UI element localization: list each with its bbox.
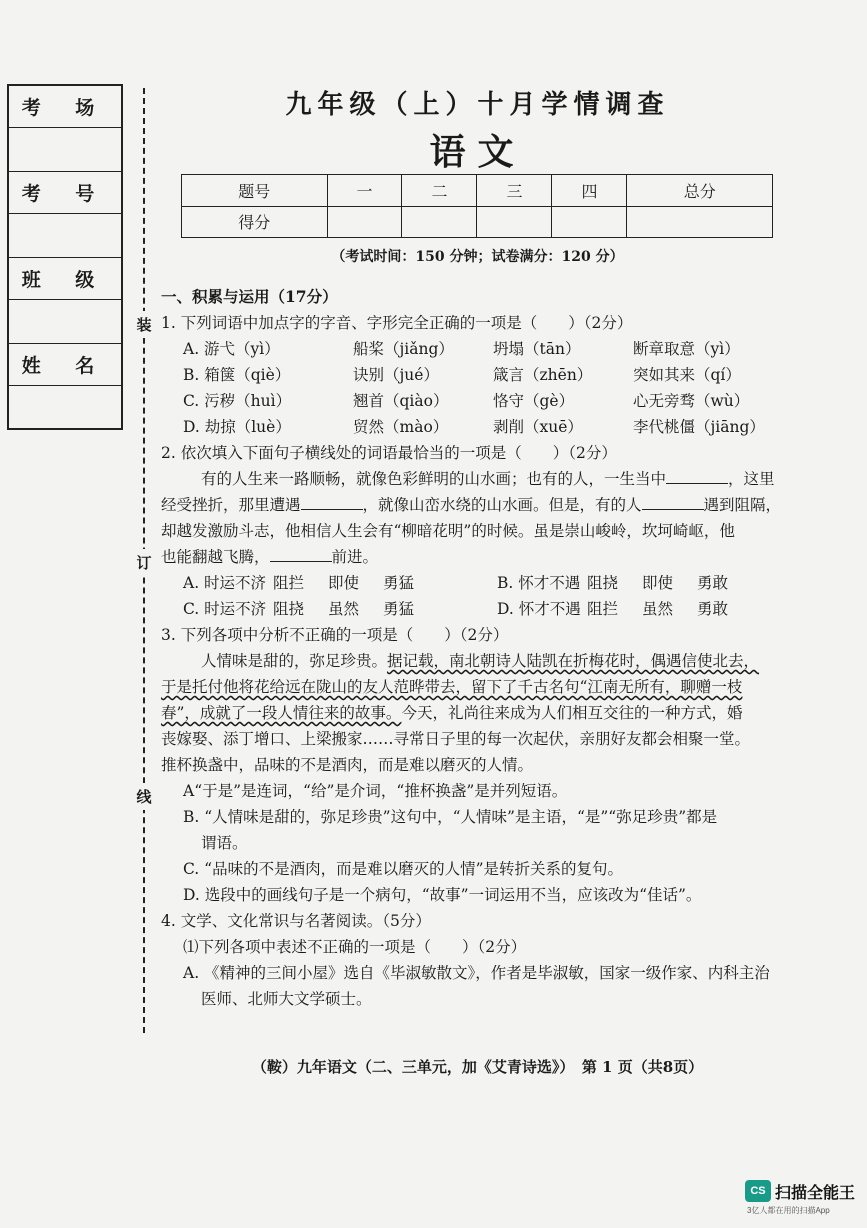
choice-word: 勇敢 — [697, 574, 729, 592]
score-header-cell: 三 — [477, 175, 552, 207]
score-row-label: 得分 — [182, 206, 328, 238]
exam-number-field — [9, 214, 121, 258]
scanner-watermark — [745, 1180, 860, 1220]
score-header-cell: 总分 — [627, 175, 773, 207]
option-word: 翘首（qiào） — [353, 392, 449, 410]
question-2-choices-cd — [161, 596, 811, 622]
question-2-stem: 2. 依次填入下面句子横线处的词语最恰当的一项是（ ）（2分） — [161, 444, 617, 462]
option-word: B. 箱箧（qiè） — [183, 366, 291, 384]
question-3-passage-line: 推杯换盏中，品味的不是酒肉，而是难以磨灭的人情。 — [161, 756, 534, 774]
candidate-info-box — [7, 84, 123, 430]
option-word: 坍塌（tān） — [493, 340, 581, 358]
score-cell — [477, 206, 552, 238]
option-word: C. 污秽（huì） — [183, 392, 292, 410]
question-3-option-a: A“于是”是连词，“给”是介词，“推杯换盏”是并列短语。 — [183, 782, 568, 800]
choice-word: 勇猛 — [383, 600, 415, 618]
choice-word: D. 怀才不遇 — [497, 600, 581, 618]
choice-word: 即使 — [328, 574, 360, 592]
question-3-option-d: D. 选段中的画线句子是一个病句，“故事”一词运用不当，应该改为“佳话”。 — [183, 886, 702, 904]
class-field — [9, 300, 121, 344]
option-word: 诀别（jué） — [353, 366, 439, 384]
fill-blank — [666, 483, 728, 484]
score-header-cell: 题号 — [182, 175, 328, 207]
binding-char-zhuang: 装 — [134, 311, 154, 338]
score-header-cell: 一 — [327, 175, 402, 207]
option-word: 剥削（xuē） — [493, 418, 583, 436]
choice-word: A. 时运不济 — [183, 574, 267, 592]
option-word: 贸然（mào） — [353, 418, 449, 436]
question-1-stem: 1. 下列词语中加点字的字音、字形完全正确的一项是（ ）（2分） — [161, 314, 633, 332]
score-cell — [627, 206, 773, 238]
name-field — [9, 386, 121, 430]
choice-word: B. 怀才不遇 — [497, 574, 581, 592]
question-2-passage-line: 经受挫折，那里遭遇 ，就像山峦水绕的山水画。但是，有的人 遇到阻隔， — [161, 496, 782, 514]
section-heading: 一、积累与运用（17分） — [161, 287, 338, 306]
score-table-header-row — [182, 175, 773, 207]
question-4-sub-1: ⑴下列各项中表述不正确的一项是（ ）（2分） — [183, 938, 527, 956]
fill-blank — [642, 509, 704, 510]
question-4-option-a-cont: 医师、北师大文学硕士。 — [201, 990, 372, 1008]
binding-char-xian: 线 — [134, 783, 154, 810]
choice-word: 阻拦 — [273, 574, 305, 592]
score-cell — [552, 206, 627, 238]
question-2-passage-line: 有的人生来一路顺畅，就像色彩鲜明的山水画；也有的人，一生当中 ，这里 — [201, 470, 775, 488]
option-word: D. 劫掠（luè） — [183, 418, 291, 436]
underlined-sentence: 春”，成就了一段人情往来的故事。 — [161, 704, 402, 722]
option-word: 李代桃僵（jiāng） — [633, 418, 765, 436]
binding-char-ding: 订 — [134, 549, 154, 576]
camscanner-logo-icon: CS — [745, 1180, 771, 1202]
question-3-option-b: B. “人情味是甜的，弥足珍贵”这句中，“人情味”是主语，“是”“弥足珍贵”都是 — [183, 808, 718, 826]
exam-info: （考试时间：150 分钟；试卷满分：120 分） — [331, 249, 624, 265]
choice-word: 虽然 — [328, 600, 360, 618]
page-footer: （鞍）九年语文（二、三单元，加《艾青诗选》） 第 1 页（共8页） — [251, 1058, 704, 1076]
question-1-option-c — [161, 388, 811, 414]
name-label: 姓 名 — [9, 344, 121, 386]
exam-room-field — [9, 128, 121, 172]
exam-content — [161, 284, 811, 1012]
question-3-passage-line: 丧嫁娶、添丁增口、上梁搬家……寻常日子里的每一次起伏，亲朋好友都会相聚一堂。 — [161, 730, 751, 748]
score-table — [181, 174, 773, 238]
choice-word: 虽然 — [642, 600, 674, 618]
question-1-option-b — [161, 362, 811, 388]
score-header-cell: 四 — [552, 175, 627, 207]
choice-word: 阻挠 — [587, 574, 619, 592]
question-2-passage-line: 也能翻越飞腾， 前进。 — [161, 548, 379, 566]
choice-word: C. 时运不济 — [183, 600, 267, 618]
underlined-sentence: 据记载，南北朝诗人陆凯在折梅花时，偶遇信使北去， — [387, 652, 760, 670]
exam-number-label: 考 号 — [9, 172, 121, 214]
choice-word: 勇敢 — [697, 600, 729, 618]
fill-blank — [301, 509, 363, 510]
option-word: 断章取意（yì） — [633, 340, 740, 358]
choice-word: 勇猛 — [383, 574, 415, 592]
question-3-passage-line: 春”，成就了一段人情往来的故事。今天，礼尚往来成为人们相互交往的一种方式，婚 — [161, 704, 743, 722]
subject-title: 语文 — [429, 131, 526, 173]
question-3-stem: 3. 下列各项中分析不正确的一项是（ ）（2分） — [161, 626, 509, 644]
question-4-option-a: A. 《精神的三间小屋》选自《毕淑敏散文》，作者是毕淑敏，国家一级作家、内科主治 — [183, 964, 770, 982]
question-1-option-d — [161, 414, 811, 440]
option-word: 心无旁骛（wù） — [633, 392, 750, 410]
underlined-sentence: 于是托付他将花给远在陇山的友人范晔带去，留下了千古名句“江南无所有，聊赠一枝 — [161, 678, 743, 696]
question-3-option-c: C. “品味的不是酒肉，而是难以磨灭的人情”是转折关系的复句。 — [183, 860, 624, 878]
watermark-app-name: 扫描全能王 — [775, 1185, 856, 1202]
watermark-tagline: 3亿人都在用的扫描App — [747, 1206, 830, 1215]
question-3-passage-line: 人情味是甜的，弥足珍贵。据记载，南北朝诗人陆凯在折梅花时，偶遇信使北去， — [201, 652, 760, 670]
score-cell — [327, 206, 402, 238]
score-header-cell: 二 — [402, 175, 477, 207]
question-3-option-b-cont: 谓语。 — [201, 834, 248, 852]
score-cell — [402, 206, 477, 238]
choice-word: 阻挠 — [273, 600, 305, 618]
question-4-stem: 4. 文学、文化常识与名著阅读。（5分） — [161, 912, 431, 930]
option-word: 船桨（jiǎng） — [353, 340, 454, 358]
question-2-choices-ab — [161, 570, 811, 596]
fill-blank — [270, 561, 332, 562]
exam-room-label: 考 场 — [9, 86, 121, 128]
question-1-option-a — [161, 336, 811, 362]
option-word: 箴言（zhēn） — [493, 366, 593, 384]
question-2-passage-line: 却越发激励斗志，他相信人生会有“柳暗花明”的时候。虽是崇山峻岭，坎坷崎岖，他 — [161, 522, 735, 540]
exam-title: 九年级（上）十月学情调查 — [285, 90, 670, 120]
score-table-score-row — [182, 206, 773, 238]
option-word: 恪守（gè） — [493, 392, 575, 410]
choice-word: 即使 — [642, 574, 674, 592]
option-word: 突如其来（qí） — [633, 366, 741, 384]
choice-word: 阻拦 — [587, 600, 619, 618]
option-word: A. 游弋（yì） — [183, 340, 280, 358]
class-label: 班 级 — [9, 258, 121, 300]
